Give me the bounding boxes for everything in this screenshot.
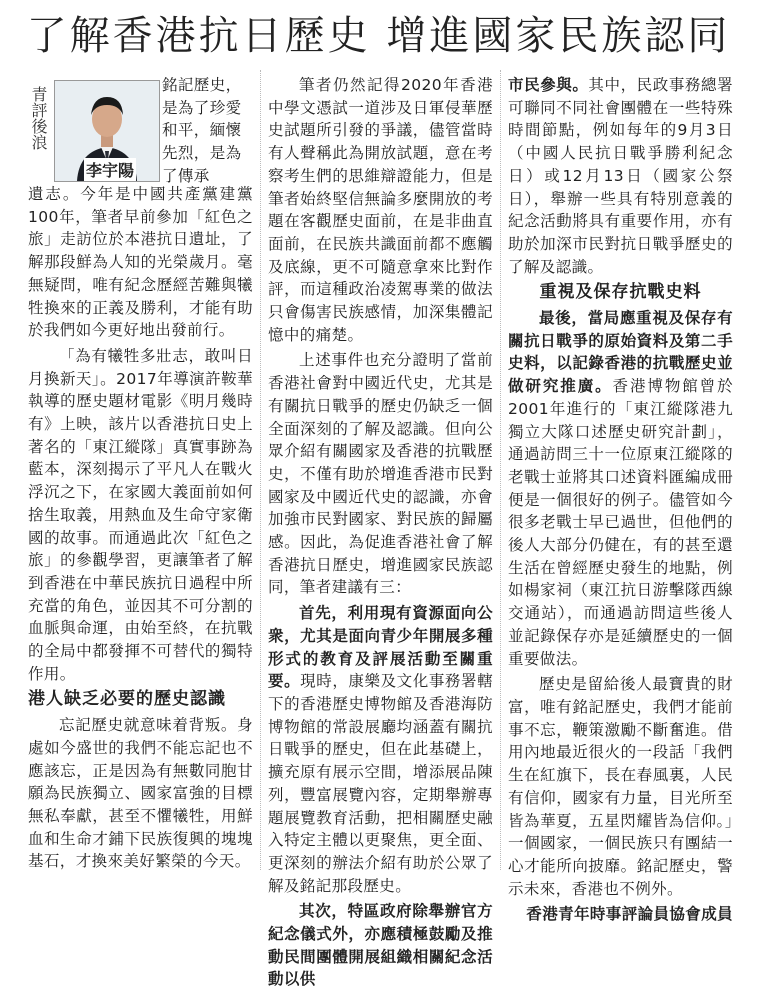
paragraph: 歷史是留給後人最寶貴的財富，唯有銘記歷史，我們才能前事不忘，鞭策激勵不斷奮進。借用內地最近很火的一段話「我們生在紅旗下，長在春風裏，人民有信仰，國家有力量，目光所至皆為華夏，五星閃耀皆為信仰。」一個國家，一個民族只有團結一心才能所向披靡。銘記歷史，警示未來，香港也不例外。 xyxy=(508,675,733,898)
article-column-1 xyxy=(28,74,253,876)
paragraph-text: 香港博物館曾於2001年進行的「東江縱隊港九獨立大隊口述歷史研究計劃」，通過訪問三十一位原東江縱隊的老戰士並將其口述資料匯編成冊便是一個很好的例子。儘管如今很多老戰士早已過世，但他們的後人大部分仍健在，有的甚至還生活在曾經歷史發生的地點，例如楊家祠（東江抗日游擊隊西線交通站），而通過訪問這些後人並記錄保存亦是延續歷史的一個重要做法。 xyxy=(508,377,733,668)
bold-lead: 其次，特區政府除舉辦官方紀念儀式外，亦應積極鼓勵及推動民間團體開展組織相關紀念活動以供 xyxy=(268,902,493,989)
bold-lead: 市民參與。 xyxy=(508,76,589,94)
column-tag-text: 青評後浪 xyxy=(29,86,48,150)
bold-lead: 首先，利用現有資源面向公衆，尤其是面向青少年開展多種形式的教育及評展活動至關重要。 xyxy=(268,604,493,691)
article-column-2 xyxy=(268,74,493,994)
column-divider xyxy=(500,70,502,870)
bold-lead: 最後，當局應重視及保存有關抗日戰爭的原始資料及第二手史料，以記錄香港的抗戰歷史並做研究推廣。 xyxy=(508,309,733,396)
paragraph xyxy=(268,602,493,897)
section-heading: 重視及保存抗戰史料 xyxy=(539,282,702,303)
paragraph-text: 其中，民政事務總署可聯同不同社會團體在一些特殊時間節點，例如每年的9月3日（中國人民抗日戰爭勝利紀念日）或12月13日（國家公祭日），舉辦一些具有特別意義的紀念活動將具有重要作用，亦有助於加深市民對抗日戰爭歷史的了解及認識。 xyxy=(508,76,733,276)
column-divider xyxy=(260,70,262,870)
paragraph xyxy=(508,307,733,670)
article-column-3 xyxy=(508,74,733,929)
section-heading: 港人缺乏必要的歷史認識 xyxy=(28,689,226,710)
paragraph-text: 現時，康樂及文化事務署轄下的香港歷史博物館及香港海防博物館的常設展廳均涵蓋有關抗日戰爭的歷史，但在此基礎上，擴充原有展示空間，增添展品陳列，豐富展覽內容，定期舉辦專題展覽教育活動，把相關歷史融入特定主體以更聚焦，更全面、更深刻的辦法介紹有助於公眾了解及銘記那段歷史。 xyxy=(268,672,493,895)
intro-text: 銘記歷史，是為了珍愛和平，緬懷先烈，是為了傳承 xyxy=(162,76,242,185)
paragraph: 筆者仍然記得2020年香港中學文憑試一道涉及日軍侵華歷史試題所引發的爭議，儘管當時有人聲稱此為開放試題，意在考察考生們的思維辯證能力，但是筆者始終堅信無論多麼開放的考題在客觀歷史面前，在是非曲直面前，在民族共識面前都不應觸及底線，更不可隨意拿來比對作評，而這種政治凌駕專業的做法只會傷害民族感情，加深集體記憶中的痛楚。 xyxy=(268,76,493,344)
paragraph xyxy=(268,900,493,991)
author-name: 李宇陽 xyxy=(84,158,136,181)
paragraph: 遺志。今年是中國共產黨建黨100年，筆者早前參加「紅色之旅」走訪位於本港抗日遺址，了解那段鮮為人知的光榮歲月。毫無疑問，唯有紀念歷經苦難與犧牲換來的正義及勝利，才能有助於我們如今更好地出發前行。 xyxy=(28,185,253,340)
paragraph: 忘記歷史就意味着背叛。身處如今盛世的我們不能忘記也不應該忘，正是因為有無數同胞甘願為民族獨立、國家富強的目標無私奉獻，甚至不懼犧牲，用鮮血和生命才鋪下民族復興的塊塊基石，才換來美好繁榮的今天。 xyxy=(28,716,253,871)
paragraph: 「為有犧牲多壯志，敢叫日月換新天」。2017年導演許鞍華執導的歷史題材電影《明月幾時有》上映，該片以香港抗日史上著名的「東江縱隊」真實事跡為藍本，深刻揭示了平凡人在戰火浮沉之下，在家國大義面前如何捨生取義，用熱血及生命守家衛國的故事。而通過此次「紅色之旅」的參觀學習，更讓筆者了解到香港在中華民族抗日過程中所充當的角色，並因其不可分割的血脈與命運，由始至終，在抗戰的全局中都發揮不可替代的獨特作用。 xyxy=(28,346,253,683)
headline: 了解香港抗日歷史 增進國家民族認同 xyxy=(26,13,731,59)
author-signoff: 香港青年時事評論員協會成員 xyxy=(526,905,733,924)
paragraph xyxy=(508,74,733,278)
paragraph: 上述事件也充分證明了當前香港社會對中國近代史，尤其是有關抗日戰爭的歷史仍缺乏一個全面深刻的了解及認識。但向公眾介紹有關國家及香港的抗戰歷史，不僅有助於增進香港市民對國家及中國近代史的認識，亦會加強市民對國家、對民族的歸屬感。因此，為促進香港社會了解香港抗日歷史，增進國家民族認同，筆者建議有三： xyxy=(268,351,493,597)
